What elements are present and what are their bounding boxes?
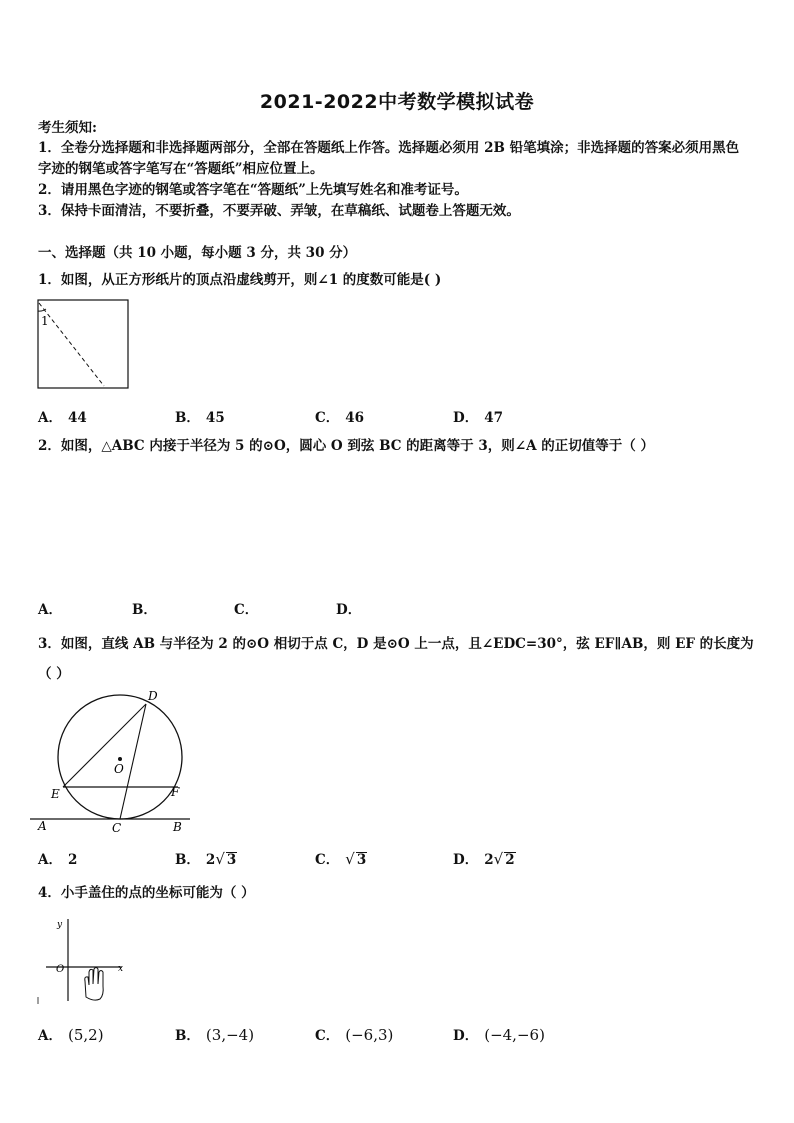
notice-line-3: 3．保持卡面清洁，不要折叠，不要弄破、弄皱，在草稿纸、试题卷上答题无效。 [38, 203, 520, 219]
notice-line-2: 2．请用黑色字迹的钢笔或答字笔在“答题纸”上先填写姓名和准考证号。 [38, 182, 468, 198]
q2-option-b[interactable]: B． [132, 602, 157, 618]
q4-option-a[interactable]: A． (5,2) [38, 1026, 104, 1044]
q2-option-d[interactable]: D． [336, 602, 362, 618]
notice-heading: 考生须知: [38, 120, 97, 136]
q3-label-d: D [148, 689, 158, 703]
q4-option-d[interactable]: D． (−4,−6) [453, 1026, 545, 1044]
q3-option-b[interactable]: B． 2√ 3 [175, 850, 237, 868]
q3-label-b: B [173, 820, 182, 834]
q3-answer-paren: （ ） [38, 666, 70, 682]
q4-label-x: x [118, 964, 124, 974]
q3-label-f: F [171, 785, 180, 799]
q1-stem: 1．如图，从正方形纸片的顶点沿虚线剪开，则∠1 的度数可能是( ) [38, 272, 442, 288]
q3-label-a: A [38, 819, 47, 833]
q4-option-b[interactable]: B． (3,−4) [175, 1026, 255, 1044]
q3-stem: 3．如图，直线 AB 与半径为 2 的⊙O 相切于点 C，D 是⊙O 上一点，且∠EDC=30°，弦 EF∥AB，则 EF 的长度为 [38, 636, 754, 652]
q3-label-c: C [112, 821, 122, 835]
q2-stem: 2．如图，△ABC 内接于半径为 5 的⊙O，圆心 O 到弦 BC 的距离等于 3，则∠A 的正切值等于（ ） [38, 438, 654, 454]
hand-icon [85, 968, 103, 1001]
notice-line-1a: 1．全卷分选择题和非选择题两部分，全部在答题纸上作答。选择题必须用 2B 铅笔填涂；非选择题的答案必须用黑色 [38, 140, 740, 156]
q3-label-e: E [51, 787, 60, 801]
q1-option-b[interactable]: B． 45 [175, 410, 225, 426]
q4-label-y: y [57, 920, 63, 930]
q4-label-origin: O [56, 964, 65, 975]
q2-option-a[interactable]: A． [38, 602, 62, 618]
notice-line-1b: 字迹的钢笔或答字笔写在“答题纸”相应位置上。 [38, 161, 324, 177]
q3-option-a[interactable]: A． 2 [38, 852, 78, 868]
q3-label-o: O [114, 762, 124, 776]
q4-coordinate-figure [36, 915, 130, 1007]
q1-option-a[interactable]: A． 44 [38, 410, 87, 426]
q3-option-c[interactable]: C． √ 3 [315, 850, 367, 868]
q4-stem: 4．小手盖住的点的坐标可能为（ ） [38, 885, 255, 901]
q1-angle-label: 1 [41, 314, 49, 328]
q2-option-c[interactable]: C． [234, 602, 259, 618]
page-title: 2021-2022中考数学模拟试卷 [259, 91, 535, 113]
q4-option-c[interactable]: C． (−6,3) [315, 1026, 394, 1044]
q3-circle-figure [30, 685, 200, 837]
q1-square-figure [36, 298, 132, 392]
q1-option-d[interactable]: D． 47 [453, 410, 504, 426]
q3-option-d[interactable]: D． 2√ 2 [453, 850, 515, 868]
q1-option-c[interactable]: C． 46 [315, 410, 365, 426]
section-heading: 一、选择题（共 10 小题，每小题 3 分，共 30 分） [38, 245, 357, 261]
